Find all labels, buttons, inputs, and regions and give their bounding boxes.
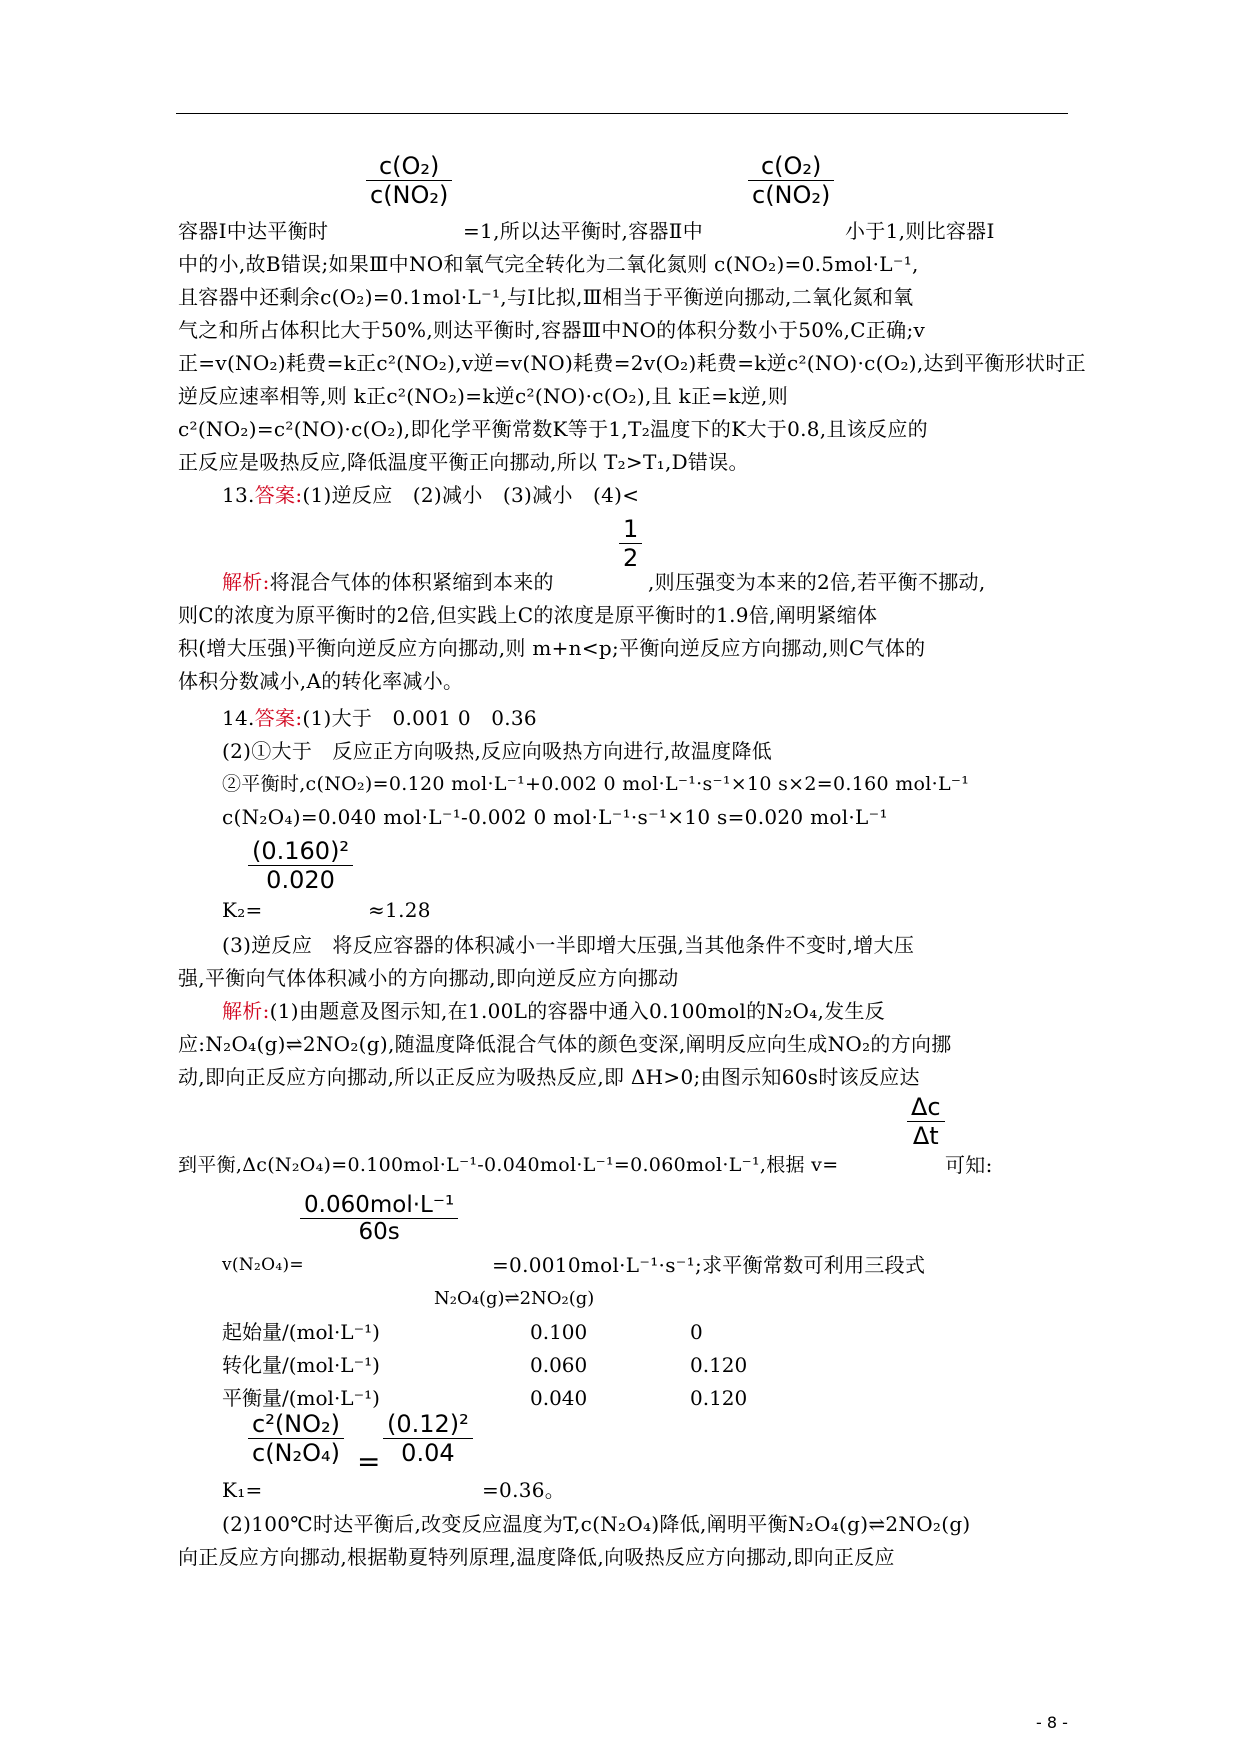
fraction-numerator: c²(NO₂): [252, 1410, 341, 1438]
text-line: (3)逆反应 将反应容器的体积减小一半即增大压强,当其他条件不变时,增大压: [222, 933, 915, 957]
table-row-label: 起始量/(mol·L⁻¹): [222, 1320, 380, 1344]
text-line: 逆反应速率相等,则 k正c²(NO₂)=k逆c²(NO)·c(O₂),且 k正=k逆,则: [178, 384, 789, 408]
answer-label: 答案:: [254, 483, 303, 507]
text-line: =0.0010mol·L⁻¹·s⁻¹;求平衡常数可利用三段式: [492, 1253, 926, 1277]
question-number: 13.: [222, 483, 255, 507]
text-line: K₂=: [222, 898, 263, 922]
answer-text: (1)逆反应 (2)减小 (3)减小 (4)<: [302, 483, 640, 507]
fraction-denominator: c(NO₂): [370, 181, 449, 209]
table-cell: 0: [690, 1320, 703, 1344]
question-number: 14.: [222, 706, 255, 730]
fraction-k1-expression: [248, 1410, 344, 1467]
text-line: ≈1.28: [368, 898, 431, 922]
table-cell: 0.100: [530, 1320, 588, 1344]
text-line: 且容器中还剩余c(O₂)=0.1mol·L⁻¹,与Ⅰ比拟,Ⅲ相当于平衡逆向挪动,二氧化氮和氧: [178, 285, 914, 309]
fraction-k2: [248, 837, 353, 894]
text-line: 到平衡,Δc(N₂O₄)=0.100mol·L⁻¹-0.040mol·L⁻¹=0.060mol·L⁻¹,根据 v=: [178, 1154, 839, 1176]
table-cell: 0.120: [690, 1353, 748, 1377]
fraction-dc-dt: [907, 1093, 945, 1150]
text-line: 体积分数减小,A的转化率减小。: [178, 669, 464, 693]
text-line: ②平衡时,c(NO₂)=0.120 mol·L⁻¹+0.002 0 mol·L⁻¹·s⁻¹×10 s×2=0.160 mol·L⁻¹: [222, 773, 970, 795]
fraction-numerator: 1: [623, 515, 639, 543]
fraction-numerator: c(O₂): [378, 152, 440, 180]
text-line: (2)①大于 反应正方向吸热,反应向吸热方向进行,故温度降低: [222, 739, 773, 763]
text-line: K₁=: [222, 1478, 263, 1502]
equals-sign: =: [357, 1445, 381, 1478]
fraction-denominator: c(N₂O₄): [252, 1439, 341, 1467]
fraction-rate: [300, 1192, 458, 1245]
analysis-label: 解析:: [222, 570, 270, 594]
fraction-numerator: c(O₂): [760, 152, 822, 180]
analysis-text: 将混合气体的体积紧缩到本来的: [269, 570, 554, 594]
question-14-answer: [222, 706, 537, 730]
fraction-o2-no2-2: [748, 152, 834, 209]
fraction-denominator: c(NO₂): [752, 181, 831, 209]
text-line: 应:N₂O₄(g)⇌2NO₂(g),随温度降低混合气体的颜色变深,阐明反应向生成NO₂的方向挪: [178, 1032, 952, 1056]
text-line: 动,即向正反应方向挪动,所以正反应为吸热反应,即 ΔH>0;由图示知60s时该反应达: [178, 1065, 920, 1089]
table-cell: 0.040: [530, 1386, 588, 1410]
text-line: =0.36。: [482, 1478, 566, 1502]
fraction-denominator: 60s: [358, 1219, 400, 1245]
text-line: (2)100℃时达平衡后,改变反应温度为T,c(N₂O₄)降低,阐明平衡N₂O₄(g)⇌2NO₂(g): [222, 1512, 971, 1536]
header-rule: [176, 113, 1068, 114]
text-line: 强,平衡向气体体积减小的方向挪动,即向逆反应方向挪动: [178, 966, 679, 990]
text-line: 气之和所占体积比大于50%,则达平衡时,容器Ⅲ中NO的体积分数小于50%,C正确;v: [178, 318, 926, 342]
answer-label: 答案:: [254, 706, 303, 730]
fraction-one-half: [619, 515, 642, 572]
question-13-answer: [222, 483, 639, 507]
text-line: c²(NO₂)=c²(NO)·c(O₂),即化学平衡常数K等于1,T₂温度下的K大于0.8,且该反应的: [178, 417, 928, 441]
analysis-13-line: [222, 570, 554, 594]
table-header-equation: N₂O₄(g)⇌2NO₂(g): [434, 1288, 595, 1309]
text-line: 可知:: [945, 1153, 993, 1177]
table-cell: 0.060: [530, 1353, 588, 1377]
text-line: v(N₂O₄)=: [222, 1255, 304, 1275]
fraction-numerator: Δc: [911, 1093, 941, 1121]
table-row-label: 转化量/(mol·L⁻¹): [222, 1353, 380, 1377]
text-line: 向正反应方向挪动,根据勒夏特列原理,温度降低,向吸热反应方向挪动,即向正反应: [178, 1545, 895, 1569]
fraction-denominator: 2: [623, 544, 639, 572]
text-line: c(N₂O₄)=0.040 mol·L⁻¹-0.002 0 mol·L⁻¹·s⁻¹×10 s=0.020 mol·L⁻¹: [222, 805, 888, 829]
fraction-numerator: (0.160)²: [252, 837, 350, 865]
table-cell: 0.120: [690, 1386, 748, 1410]
text-line: 正反应是吸热反应,降低温度平衡正向挪动,所以 T₂>T₁,D错误。: [178, 450, 749, 474]
analysis-label: 解析:: [222, 999, 270, 1023]
fraction-numerator: 0.060mol·L⁻¹: [304, 1192, 455, 1218]
fraction-denominator: 0.020: [266, 866, 335, 894]
fraction-denominator: Δt: [912, 1122, 939, 1150]
text-line: 正=v(NO₂)耗费=k正c²(NO₂),v逆=v(NO)耗费=2v(O₂)耗费=k逆c²(NO)·c(O₂),达到平衡形状时正: [178, 351, 1086, 375]
answer-text: (1)大于 0.001 0 0.36: [302, 706, 537, 730]
text-line: 则C的浓度为原平衡时的2倍,但实践上C的浓度是原平衡时的1.9倍,阐明紧缩体: [178, 603, 878, 627]
text-line: 容器Ⅰ中达平衡时: [178, 219, 329, 243]
fraction-k1-value: [383, 1410, 473, 1467]
analysis-text: (1)由题意及图示知,在1.00L的容器中通入0.100mol的N₂O₄,发生反: [269, 999, 886, 1023]
fraction-o2-no2-1: [366, 152, 452, 209]
analysis-14-line: [222, 999, 885, 1023]
fraction-numerator: (0.12)²: [387, 1410, 469, 1438]
text-line: 积(增大压强)平衡向逆反应方向挪动,则 m+n<p;平衡向逆反应方向挪动,则C气体的: [178, 636, 926, 660]
text-line: 小于1,则比容器Ⅰ: [845, 219, 995, 243]
text-line: ,则压强变为本来的2倍,若平衡不挪动,: [648, 570, 986, 594]
text-line: 中的小,故B错误;如果Ⅲ中NO和氧气完全转化为二氧化氮则 c(NO₂)=0.5mol·L⁻¹,: [178, 252, 919, 276]
table-row-label: 平衡量/(mol·L⁻¹): [222, 1386, 380, 1410]
page-number: - 8 -: [1036, 1713, 1068, 1732]
fraction-denominator: 0.04: [401, 1439, 455, 1467]
text-line: =1,所以达平衡时,容器Ⅱ中: [463, 219, 703, 243]
